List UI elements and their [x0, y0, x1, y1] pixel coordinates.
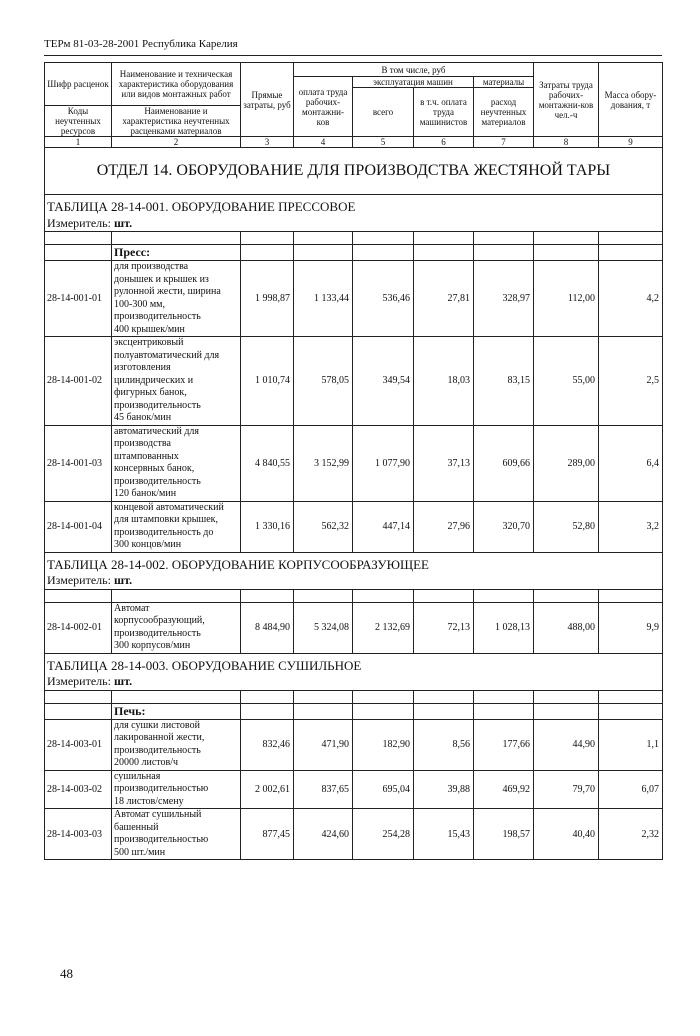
materials-use-value: 198,57 — [474, 809, 534, 860]
blank-cell — [534, 703, 599, 719]
description-line: производительность — [114, 744, 201, 756]
description-line: 18 листов/смену — [114, 795, 184, 807]
machinist-pay-value: 18,03 — [414, 337, 474, 426]
description-line: фигурных банок, — [114, 387, 187, 398]
rate-code: 28-14-001-01 — [45, 261, 112, 337]
table-row — [45, 809, 663, 860]
description-line: производительность — [114, 399, 201, 411]
rate-description — [112, 337, 241, 426]
rate-code: 28-14-003-03 — [45, 809, 112, 860]
description-line: эксцентриковый — [114, 337, 184, 348]
description-line: 120 банок/мин — [114, 488, 177, 499]
blank-cell — [112, 232, 241, 245]
blank-cell — [241, 589, 294, 602]
table-row — [45, 425, 663, 501]
labor-pay-value: 578,05 — [294, 337, 353, 426]
table-row — [45, 770, 663, 809]
labor-pay-value: 5 324,08 — [294, 602, 353, 653]
labor-pay-value: 562,32 — [294, 501, 353, 552]
header-materials: материалы — [474, 77, 534, 88]
rate-description — [112, 425, 241, 501]
blank-cell — [294, 703, 353, 719]
labor-hours-value: 44,90 — [534, 719, 599, 770]
column-number: 8 — [534, 137, 599, 148]
materials-use-value: 1 028,13 — [474, 602, 534, 653]
labor-hours-value: 52,80 — [534, 501, 599, 552]
header-machinist-pay: в т.ч. оплата труда машинистов — [414, 88, 474, 137]
direct-cost-value: 832,46 — [241, 719, 294, 770]
materials-use-value: 177,66 — [474, 719, 534, 770]
machine-total-value: 695,04 — [353, 770, 414, 809]
blank-cell — [599, 245, 663, 261]
machinist-pay-value: 72,13 — [414, 602, 474, 653]
blank-cell — [353, 690, 414, 703]
blank-cell — [534, 232, 599, 245]
mass-value: 2,5 — [599, 337, 663, 426]
blank-cell — [474, 690, 534, 703]
unit-label: Измеритель: — [47, 573, 111, 587]
mass-value: 2,32 — [599, 809, 663, 860]
direct-cost-value: 1 330,16 — [241, 501, 294, 552]
description-line: полуавтоматический для — [114, 349, 220, 361]
page-number: 48 — [60, 966, 73, 981]
description-line: 500 шт./мин — [114, 846, 166, 858]
blank-cell — [45, 690, 112, 703]
column-numbers — [45, 137, 663, 148]
rate-description — [112, 261, 241, 337]
blank-cell — [474, 232, 534, 245]
column-number: 1 — [45, 137, 112, 148]
column-number: 9 — [599, 137, 663, 148]
group-title: Пресс: — [112, 245, 241, 261]
machine-total-value: 447,14 — [353, 501, 414, 552]
rate-code: 28-14-001-02 — [45, 337, 112, 426]
description-line: Автомат сушильный — [114, 809, 202, 820]
rate-description — [112, 719, 241, 770]
header-machine-operation: эксплуатация машин — [353, 77, 474, 88]
blank-cell — [414, 245, 474, 261]
table-row — [45, 337, 663, 426]
unit-of-measure — [45, 573, 663, 590]
rate-code: 28-14-002-01 — [45, 602, 112, 653]
labor-hours-value: 79,70 — [534, 770, 599, 809]
machine-total-value: 254,28 — [353, 809, 414, 860]
blank-cell — [474, 703, 534, 719]
machinist-pay-value: 27,81 — [414, 261, 474, 337]
blank-cell — [534, 589, 599, 602]
description-line: производительностью — [114, 834, 209, 845]
mass-value: 9,9 — [599, 602, 663, 653]
description-line: для сушки листовой — [114, 719, 200, 731]
blank-cell — [534, 690, 599, 703]
blank-cell — [474, 245, 534, 261]
blank-cell — [599, 703, 663, 719]
labor-hours-value: 40,40 — [534, 809, 599, 860]
blank-cell — [353, 232, 414, 245]
header-labor-pay: оплата труда рабочих-монтажни-ков — [294, 77, 353, 137]
description-line: консервных банок, — [114, 463, 195, 474]
mass-value: 6,4 — [599, 425, 663, 501]
direct-cost-value: 2 002,61 — [241, 770, 294, 809]
unit-value: шт. — [113, 674, 133, 688]
unit-value: шт. — [113, 215, 133, 230]
blank-cell — [241, 690, 294, 703]
header-mass: Масса обору-дования, т — [599, 63, 663, 137]
direct-cost-value: 1 998,87 — [241, 261, 294, 337]
direct-cost-value: 877,45 — [241, 809, 294, 860]
table-title: ТАБЛИЦА 28-14-003. ОБОРУДОВАНИЕ СУШИЛЬНОЕ — [45, 653, 663, 674]
blank-cell — [45, 589, 112, 602]
blank-cell — [45, 703, 112, 719]
labor-pay-value: 837,65 — [294, 770, 353, 809]
blank-cell — [294, 245, 353, 261]
machinist-pay-value: 27,96 — [414, 501, 474, 552]
header-resource-codes: Коды неучтенных ресурсов — [45, 106, 112, 137]
table-row — [45, 261, 663, 337]
blank-cell — [112, 589, 241, 602]
rate-code: 28-14-003-01 — [45, 719, 112, 770]
blank-cell — [474, 589, 534, 602]
description-line: штампованных — [114, 450, 179, 462]
direct-cost-value: 8 484,90 — [241, 602, 294, 653]
header-materials-use: расход неучтенных материалов — [474, 88, 534, 137]
description-line: цилиндрических и — [114, 374, 194, 386]
description-line: автоматический для — [114, 425, 200, 437]
description-line: Автомат — [114, 602, 150, 614]
blank-cell — [353, 245, 414, 261]
blank-cell — [241, 245, 294, 261]
blank-cell — [414, 232, 474, 245]
machine-total-value: 2 132,69 — [353, 602, 414, 653]
description-line: 300 корпусов/мин — [114, 640, 191, 651]
header-code: Шифр расценок — [45, 63, 112, 106]
mass-value: 6,07 — [599, 770, 663, 809]
table-row — [45, 602, 663, 653]
labor-pay-value: 424,60 — [294, 809, 353, 860]
description-line: рулонной жести, ширина — [114, 286, 221, 297]
description-line: производительностью — [114, 783, 209, 794]
rate-code: 28-14-001-03 — [45, 425, 112, 501]
materials-use-value: 469,92 — [474, 770, 534, 809]
machine-total-value: 536,46 — [353, 261, 414, 337]
description-line: корпусообразующий, — [114, 615, 205, 626]
machine-total-value: 182,90 — [353, 719, 414, 770]
rate-description — [112, 809, 241, 860]
table-row — [45, 501, 663, 552]
column-number: 7 — [474, 137, 534, 148]
machinist-pay-value: 8,56 — [414, 719, 474, 770]
description-line: 20000 листов/ч — [114, 757, 179, 768]
description-line: производства — [114, 438, 171, 449]
direct-cost-value: 4 840,55 — [241, 425, 294, 501]
description-line: 100-300 мм, — [114, 298, 165, 310]
rate-description — [112, 602, 241, 653]
header-labor-hours: Затраты труда рабочих-монтажни-ков чел.-ч — [534, 63, 599, 137]
header-rule — [44, 55, 662, 56]
materials-use-value: 83,15 — [474, 337, 534, 426]
blank-cell — [599, 690, 663, 703]
blank-cell — [241, 232, 294, 245]
column-number: 3 — [241, 137, 294, 148]
table-title: ТАБЛИЦА 28-14-002. ОБОРУДОВАНИЕ КОРПУСООБРАЗУЮЩЕЕ — [45, 552, 663, 573]
description-line: 45 банок/мин — [114, 412, 172, 423]
description-line: башенный — [114, 821, 159, 833]
machine-total-value: 1 077,90 — [353, 425, 414, 501]
group-title: Печь: — [112, 703, 241, 719]
blank-cell — [241, 703, 294, 719]
machinist-pay-value: 37,13 — [414, 425, 474, 501]
header-name: Наименование и техническая характеристика оборудования или видов монтажных работ — [112, 63, 241, 106]
section-title: ОТДЕЛ 14. ОБОРУДОВАНИЕ ДЛЯ ПРОИЗВОДСТВА ЖЕСТЯНОЙ ТАРЫ — [45, 148, 663, 195]
blank-cell — [353, 703, 414, 719]
blank-cell — [112, 690, 241, 703]
column-number: 4 — [294, 137, 353, 148]
blank-cell — [45, 232, 112, 245]
blank-cell — [353, 589, 414, 602]
materials-use-value: 328,97 — [474, 261, 534, 337]
table-row — [45, 719, 663, 770]
description-line: 400 крышек/мин — [114, 323, 185, 335]
rates-table — [44, 62, 663, 860]
column-number: 2 — [112, 137, 241, 148]
machinist-pay-value: 15,43 — [414, 809, 474, 860]
machine-total-value: 349,54 — [353, 337, 414, 426]
blank-cell — [414, 589, 474, 602]
materials-use-value: 609,66 — [474, 425, 534, 501]
rate-code: 28-14-003-02 — [45, 770, 112, 809]
description-line: донышек и крышек из — [114, 273, 209, 285]
running-head: ТЕРм 81-03-28-2001 Республика Карелия — [44, 38, 238, 50]
description-line: для производства — [114, 261, 189, 272]
description-line: 300 концов/мин — [114, 539, 182, 550]
unit-value: шт. — [113, 573, 133, 587]
labor-pay-value: 3 152,99 — [294, 425, 353, 501]
blank-cell — [294, 690, 353, 703]
unit-label: Измеритель: — [47, 215, 111, 230]
header-materials-name: Наименование и характеристика неучтенных расценками материалов — [112, 106, 241, 137]
rate-description — [112, 501, 241, 552]
description-line: для штамповки крышек, — [114, 514, 218, 525]
blank-cell — [599, 589, 663, 602]
labor-pay-value: 1 133,44 — [294, 261, 353, 337]
unit-label: Измеритель: — [47, 674, 111, 688]
table-title: ТАБЛИЦА 28-14-001. ОБОРУДОВАНИЕ ПРЕССОВОЕ — [45, 195, 663, 216]
labor-hours-value: 112,00 — [534, 261, 599, 337]
blank-cell — [414, 690, 474, 703]
rate-code: 28-14-001-04 — [45, 501, 112, 552]
blank-cell — [414, 703, 474, 719]
labor-hours-value: 55,00 — [534, 337, 599, 426]
mass-value: 3,2 — [599, 501, 663, 552]
description-line: лакированной жести, — [114, 732, 205, 743]
blank-cell — [45, 245, 112, 261]
materials-use-value: 320,70 — [474, 501, 534, 552]
description-line: сушильная — [114, 770, 161, 782]
machinist-pay-value: 39,88 — [414, 770, 474, 809]
column-number: 6 — [414, 137, 474, 148]
description-line: изготовления — [114, 362, 171, 373]
unit-of-measure — [45, 674, 663, 691]
direct-cost-value: 1 010,74 — [241, 337, 294, 426]
rate-description — [112, 770, 241, 809]
labor-pay-value: 471,90 — [294, 719, 353, 770]
blank-cell — [294, 589, 353, 602]
blank-cell — [294, 232, 353, 245]
header-direct-cost: Прямые затраты, руб — [241, 63, 294, 137]
description-line: производительность до — [114, 526, 214, 538]
blank-cell — [599, 232, 663, 245]
labor-hours-value: 488,00 — [534, 602, 599, 653]
blank-cell — [534, 245, 599, 261]
mass-value: 1,1 — [599, 719, 663, 770]
mass-value: 4,2 — [599, 261, 663, 337]
description-line: производительность — [114, 475, 201, 487]
header-machine-total: всего — [353, 88, 414, 137]
unit-of-measure — [45, 215, 663, 232]
description-line: концевой автоматический — [114, 501, 224, 513]
labor-hours-value: 289,00 — [534, 425, 599, 501]
header-group-total: В том числе, руб — [294, 63, 534, 77]
description-line: производительность — [114, 627, 201, 639]
column-number: 5 — [353, 137, 414, 148]
description-line: производительность — [114, 311, 201, 322]
